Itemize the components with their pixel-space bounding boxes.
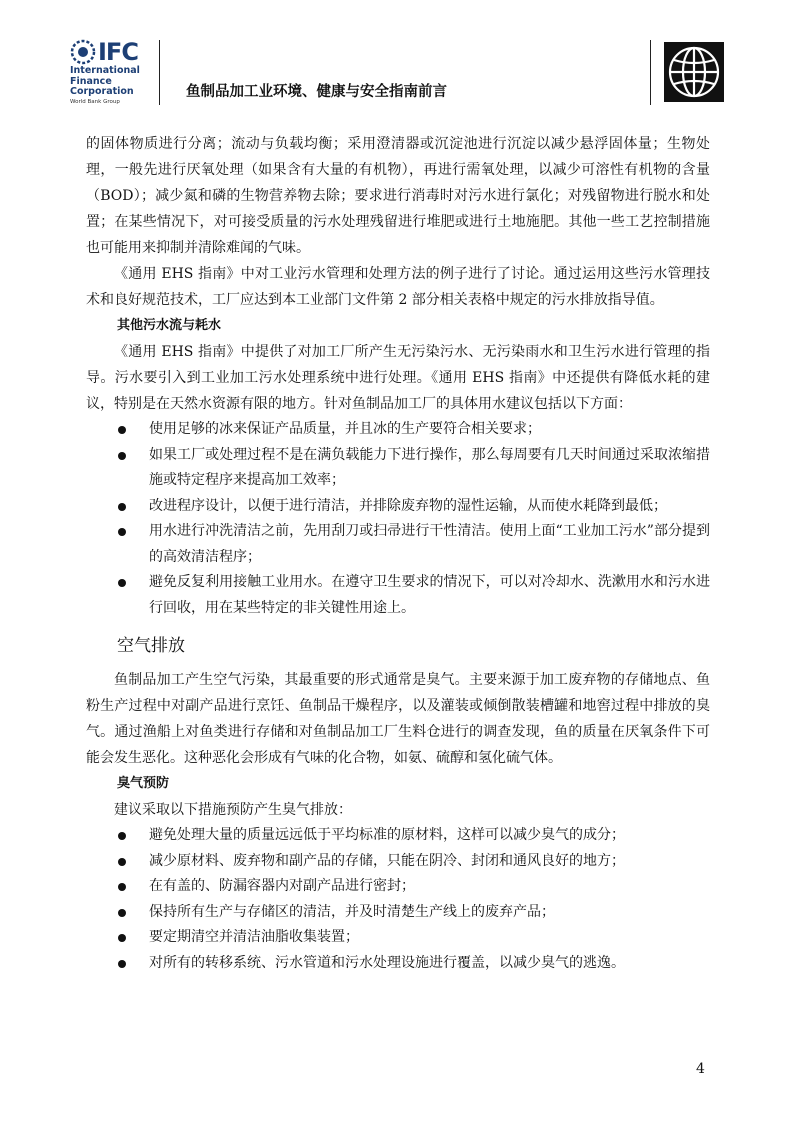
list-item: 避免处理大量的质量远远低于平均标准的原材料，这样可以减少臭气的成分； bbox=[86, 823, 710, 849]
list-item: 要定期清空并清洁油脂收集装置； bbox=[86, 925, 710, 951]
ifc-circle-icon bbox=[70, 39, 96, 65]
document-body bbox=[86, 131, 710, 976]
list-item: 用水进行冲洗清洁之前，先用刮刀或扫帚进行干性清洁。使用上面“工业加工污水”部分提到的高效清洁程序； bbox=[86, 519, 710, 570]
paragraph-1: 的固体物质进行分离；流动与负载均衡；采用澄清器或沉淀池进行沉淀以减少悬浮固体量；生物处理，一般先进行厌氧处理（如果含有大量的有机物），再进行需氧处理，以减少可溶性有机物的含量（BOD）；减少氮和磷的生物营养物去除；要求进行消毒时对污水进行氯化；对残留物进行脱水和处置；在某些情况下，对可接受质量的污水处理残留进行堆肥或进行土地施肥。其他一些工艺控制措施也可能用来抑制并清除难闻的气味。 bbox=[86, 136, 710, 256]
bullet-icon bbox=[118, 858, 126, 866]
ifc-logo-line3: Corporation bbox=[70, 86, 134, 97]
globe-icon bbox=[664, 42, 724, 102]
list-item: 避免反复利用接触工业用水。在遵守卫生要求的情况下，可以对冷却水、洗漱用水和污水进行回收，用在某些特定的非关键性用途上。 bbox=[86, 570, 710, 621]
bullet-icon bbox=[118, 883, 126, 891]
list-item: 保持所有生产与存储区的清洁，并及时清楚生产线上的废弃产品； bbox=[86, 900, 710, 926]
paragraph-2: 《通用 EHS 指南》中对工业污水管理和处理方法的例子进行了讨论。通过运用这些污水管理技术和良好规范技术，工厂应达到本工业部门文件第 2 部分相关表格中规定的污水排放指导值。 bbox=[86, 266, 710, 308]
bullet-icon bbox=[118, 528, 126, 536]
page-number: 4 bbox=[696, 1061, 705, 1077]
heading-other-wastewater: 其他污水流与耗水 bbox=[117, 318, 222, 333]
bullet-icon bbox=[118, 832, 126, 840]
bullet-icon bbox=[118, 452, 126, 460]
list-item: 改进程序设计，以便于进行清洁，并排除废弃物的湿性运输，从而使水耗降到最低； bbox=[86, 494, 710, 520]
bullet-icon bbox=[118, 426, 126, 434]
header-divider-right bbox=[650, 40, 651, 105]
header-divider-left bbox=[159, 40, 160, 105]
ifc-logo-sub: World Bank Group bbox=[70, 98, 120, 105]
odor-prevention-list bbox=[86, 823, 710, 976]
page-title: 鱼制品加工业环境、健康与安全指南前言 bbox=[186, 84, 447, 100]
bullet-icon bbox=[118, 579, 126, 587]
paragraph-4: 鱼制品加工产生空气污染，其最重要的形式通常是臭气。主要来源于加工废弃物的存储地点、鱼粉生产过程中对副产品进行烹饪、鱼制品干燥程序，以及灌装或倾倒散装槽罐和地窖过程中排放的臭气。通过渔船上对鱼类进行存储和对鱼制品加工厂生料仓进行的调查发现，鱼的质量在厌氧条件下可能会发生恶化。这种恶化会形成有气味的化合物，如氨、硫醇和氢化硫气体。 bbox=[86, 672, 710, 766]
list-item: 如果工厂或处理过程不是在满负载能力下进行操作，那么每周要有几天时间通过采取浓缩措施或特定程序来提高加工效率； bbox=[86, 443, 710, 494]
water-use-list bbox=[86, 417, 710, 621]
list-item: 减少原材料、废弃物和副产品的存储，只能在阴冷、封闭和通风良好的地方； bbox=[86, 849, 710, 875]
list-item: 使用足够的冰来保证产品质量，并且冰的生产要符合相关要求； bbox=[86, 417, 710, 443]
heading-air-emissions: 空气排放 bbox=[117, 636, 185, 656]
ifc-logo bbox=[70, 38, 160, 110]
list-item: 在有盖的、防漏容器内对副产品进行密封； bbox=[86, 874, 710, 900]
ifc-logo-line1: International bbox=[70, 65, 140, 76]
bullet-icon bbox=[118, 909, 126, 917]
ifc-logo-line2: Finance bbox=[70, 75, 112, 87]
paragraph-5: 建议采取以下措施预防产生臭气排放： bbox=[114, 802, 352, 818]
bullet-icon bbox=[118, 934, 126, 942]
bullet-icon bbox=[118, 503, 126, 511]
paragraph-3: 《通用 EHS 指南》中提供了对加工厂所产生无污染污水、无污染雨水和卫生污水进行管理的指导。污水要引入到工业加工污水处理系统中进行处理。《通用 EHS 指南》中还提供有降低水耗的建议，特别是在天然水资源有限的地方。针对鱼制品加工厂的具体用水建议包括以下方面： bbox=[86, 344, 710, 412]
ifc-logo-mark bbox=[70, 38, 160, 66]
bullet-icon bbox=[118, 960, 126, 968]
list-item: 对所有的转移系统、污水管道和污水处理设施进行覆盖，以减少臭气的逃逸。 bbox=[86, 951, 710, 977]
ifc-logo-text: IFC bbox=[98, 38, 138, 66]
heading-odor-prevention: 臭气预防 bbox=[117, 776, 170, 791]
